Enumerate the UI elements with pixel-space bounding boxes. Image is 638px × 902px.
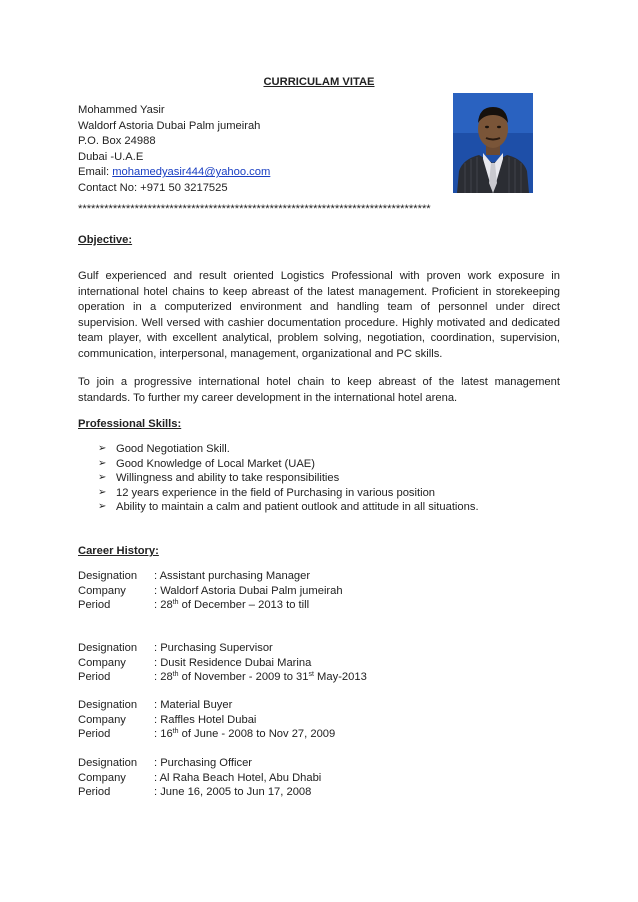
- career-heading: Career History:: [78, 545, 159, 557]
- company-label: Company: [78, 656, 126, 669]
- profile-photo: [453, 93, 533, 193]
- arrow-bullet-icon: ➢: [98, 472, 107, 484]
- email-link[interactable]: mohamedyasir444@yahoo.com: [112, 166, 271, 179]
- contact-email-row: [78, 165, 270, 181]
- separator-line: *********************************************************************************: [78, 203, 431, 215]
- period-label: Period: [78, 786, 111, 799]
- designation-value: : Assistant purchasing Manager: [154, 570, 311, 582]
- list-item: ➢ 12 years experience in the field of Purchasing in various position: [98, 486, 436, 499]
- job-entry: [78, 641, 367, 685]
- period-label: Period: [78, 728, 111, 741]
- designation-label: Designation: [78, 642, 138, 654]
- period-value: : 16th of June - 2008 to Nov 27, 2009: [154, 728, 336, 741]
- designation-value: : Purchasing Supervisor: [154, 642, 273, 654]
- company-value: : Al Raha Beach Hotel, Abu Dhabi: [154, 771, 322, 784]
- job-entry: [78, 756, 321, 800]
- company-label: Company: [78, 713, 126, 726]
- contact-address: Waldorf Astoria Dubai Palm jumeirah: [78, 119, 261, 132]
- designation-label: Designation: [78, 699, 138, 711]
- arrow-bullet-icon: ➢: [98, 486, 107, 498]
- contact-city: Dubai -U.A.E: [78, 150, 144, 163]
- arrow-bullet-icon: ➢: [98, 501, 107, 513]
- designation-label: Designation: [78, 570, 138, 582]
- email-label: Email:: [78, 166, 113, 179]
- objective-paragraph-1: Gulf experienced and result oriented Logistics Professional with proven work exposure in international hotel chains to keep abreast of the latest management. Proficient in storekeeping operation in a computerized environment and handling team of personnel under direct supervision. Well versed with cashier documentation procedure. Highly motivated and dedicated team player, with excellent analytical, problem solving, negotiation, coordination, supervision, communication, interpersonal, management, organizational and PC skills.: [78, 270, 560, 360]
- designation-label: Designation: [78, 757, 138, 769]
- company-value: : Waldorf Astoria Dubai Palm jumeirah: [154, 584, 343, 597]
- company-value: : Dusit Residence Dubai Marina: [154, 656, 312, 669]
- list-item: ➢ Good Negotiation Skill.: [98, 443, 230, 455]
- period-value: : 28th of November - 2009 to 31st May-2013: [154, 671, 367, 684]
- arrow-bullet-icon: ➢: [98, 457, 107, 469]
- contact-name: Mohammed Yasir: [78, 104, 165, 116]
- skills-heading: Professional Skills:: [78, 418, 182, 430]
- list-item: ➢ Willingness and ability to take responsibilities: [98, 472, 340, 485]
- contact-block: [78, 103, 270, 197]
- designation-value: : Material Buyer: [154, 699, 233, 711]
- period-value: : 28th of December – 2013 to till: [154, 599, 310, 612]
- contact-po-box: P.O. Box 24988: [78, 135, 156, 148]
- designation-value: : Purchasing Officer: [154, 757, 253, 769]
- objective-paragraph-2: To join a progressive international hotel chain to keep abreast of the latest management standards. To further my career development in the international hotel arena.: [78, 376, 560, 404]
- job-entry: [78, 569, 343, 613]
- objective-heading: Objective:: [78, 234, 133, 246]
- company-value: : Raffles Hotel Dubai: [154, 713, 257, 726]
- period-label: Period: [78, 671, 111, 684]
- period-label: Period: [78, 599, 111, 612]
- contact-phone: Contact No: +971 50 3217525: [78, 181, 228, 194]
- arrow-bullet-icon: ➢: [98, 443, 107, 454]
- page-title: CURRICULAM VITAE: [263, 76, 375, 88]
- list-item: ➢ Good Knowledge of Local Market (UAE): [98, 457, 315, 470]
- company-label: Company: [78, 584, 126, 597]
- list-item: ➢ Ability to maintain a calm and patient outlook and attitude in all situations.: [98, 501, 479, 514]
- company-label: Company: [78, 771, 126, 784]
- job-entry: [78, 698, 335, 742]
- skills-list: [98, 442, 479, 515]
- period-value: : June 16, 2005 to Jun 17, 2008: [154, 786, 312, 799]
